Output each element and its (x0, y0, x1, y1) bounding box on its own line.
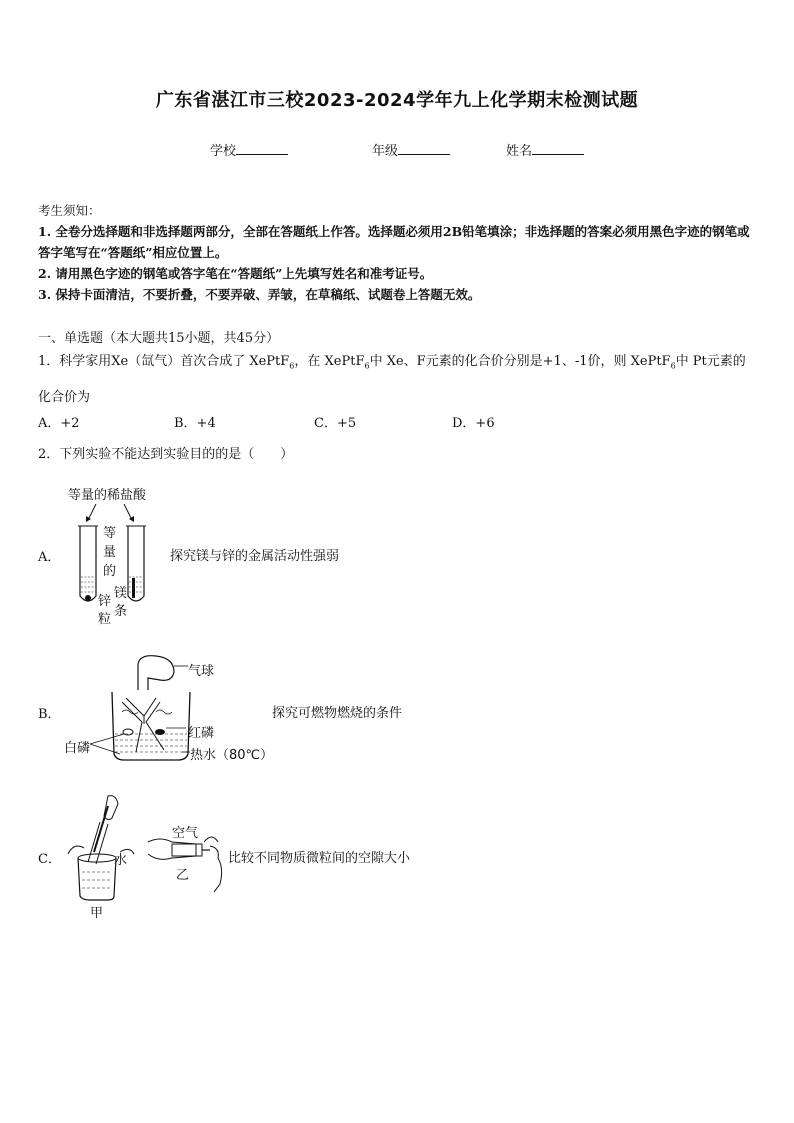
notice-heading: 考生须知： (38, 203, 101, 218)
diagram-a (60, 482, 170, 627)
name-blank[interactable] (532, 142, 584, 155)
zinc-label-2: 粒 (98, 612, 112, 627)
red-phosphorus-label: 红磷 (188, 726, 215, 741)
option-c-desc: 比较不同物质微粒间的空隙大小 (228, 851, 411, 866)
diagram-c (64, 792, 230, 922)
q1-option-c[interactable]: C．+5 (314, 416, 357, 431)
q1-sub-a: 6 (289, 361, 295, 371)
notice-block (38, 200, 758, 305)
q1-text-d: 中 Pt元素的化合价为 (38, 354, 746, 405)
school-blank[interactable] (236, 142, 288, 155)
q1-text-c: 中 Xe、F元素的化合价分别是+1、-1价，则 XePtF (369, 354, 671, 369)
water-label: 水 (114, 853, 128, 868)
vertical-label-3: 的 (103, 564, 117, 579)
syringe-svg (64, 792, 230, 922)
name-field[interactable] (506, 140, 584, 159)
notice-item-2: 2. 请用黑色字迹的钢笔或答字笔在“答题纸”上先填写姓名和准考证号。 (38, 266, 433, 281)
section-heading: 一、单选题（本大题共15小题，共45分） (38, 331, 280, 346)
school-field[interactable] (210, 140, 288, 159)
q2-option-b-label[interactable]: B． (38, 707, 61, 722)
q1-text-b: ，在 XePtF (294, 354, 365, 369)
notice-item-1: 1. 全卷分选择题和非选择题两部分，全部在答题纸上作答。选择题必须用2B铅笔填涂；非选择题的答案必须用黑色字迹的钢笔或答字笔写在“答题纸”相应位置上。 (38, 224, 750, 260)
q2-option-c-label[interactable]: C． (38, 852, 61, 867)
option-b-desc: 探究可燃物燃烧的条件 (272, 706, 403, 721)
grade-label: 年级 (372, 144, 399, 159)
q1-option-a[interactable]: A．+2 (38, 416, 80, 431)
white-phosphorus-label: 白磷 (64, 741, 91, 756)
balloon-label: 气球 (188, 664, 215, 679)
yi-label: 乙 (176, 868, 190, 883)
jia-label: 甲 (90, 906, 104, 921)
mg-label-2: 条 (114, 604, 128, 619)
notice-item-3: 3. 保持卡面清洁，不要折叠，不要弄破、弄皱，在草稿纸、试题卷上答题无效。 (38, 287, 481, 302)
question-2-stem: 2．下列实验不能达到实验目的的是（ ） (38, 447, 294, 462)
q1-option-b[interactable]: B．+4 (174, 416, 216, 431)
air-label: 空气 (172, 826, 199, 841)
option-a-desc: 探究镁与锌的金属活动性强弱 (170, 549, 340, 564)
acid-label: 等量的稀盐酸 (68, 488, 147, 503)
vertical-label-1: 等 (103, 526, 117, 541)
q1-text-a: 1．科学家用Xe（氙气）首次合成了 XePtF (38, 354, 290, 369)
q2-option-a-label[interactable]: A． (38, 550, 61, 565)
grade-blank[interactable] (398, 142, 450, 155)
q1-sub-b: 6 (364, 361, 370, 371)
q1-sub-c: 6 (670, 361, 676, 371)
vertical-label-2: 量 (103, 545, 117, 560)
school-label: 学校 (210, 144, 237, 159)
mg-label-1: 镁 (114, 586, 128, 601)
grade-field[interactable] (372, 140, 450, 159)
hot-water-label: 热水（80℃） (190, 748, 274, 763)
question-1 (38, 346, 758, 413)
diagram-b (60, 654, 290, 766)
page-title: 广东省湛江市三校2023-2024学年九上化学期末检测试题 (155, 90, 639, 111)
name-label: 姓名 (506, 144, 533, 159)
q1-option-d[interactable]: D．+6 (452, 416, 495, 431)
zinc-label-1: 锌 (98, 594, 112, 609)
